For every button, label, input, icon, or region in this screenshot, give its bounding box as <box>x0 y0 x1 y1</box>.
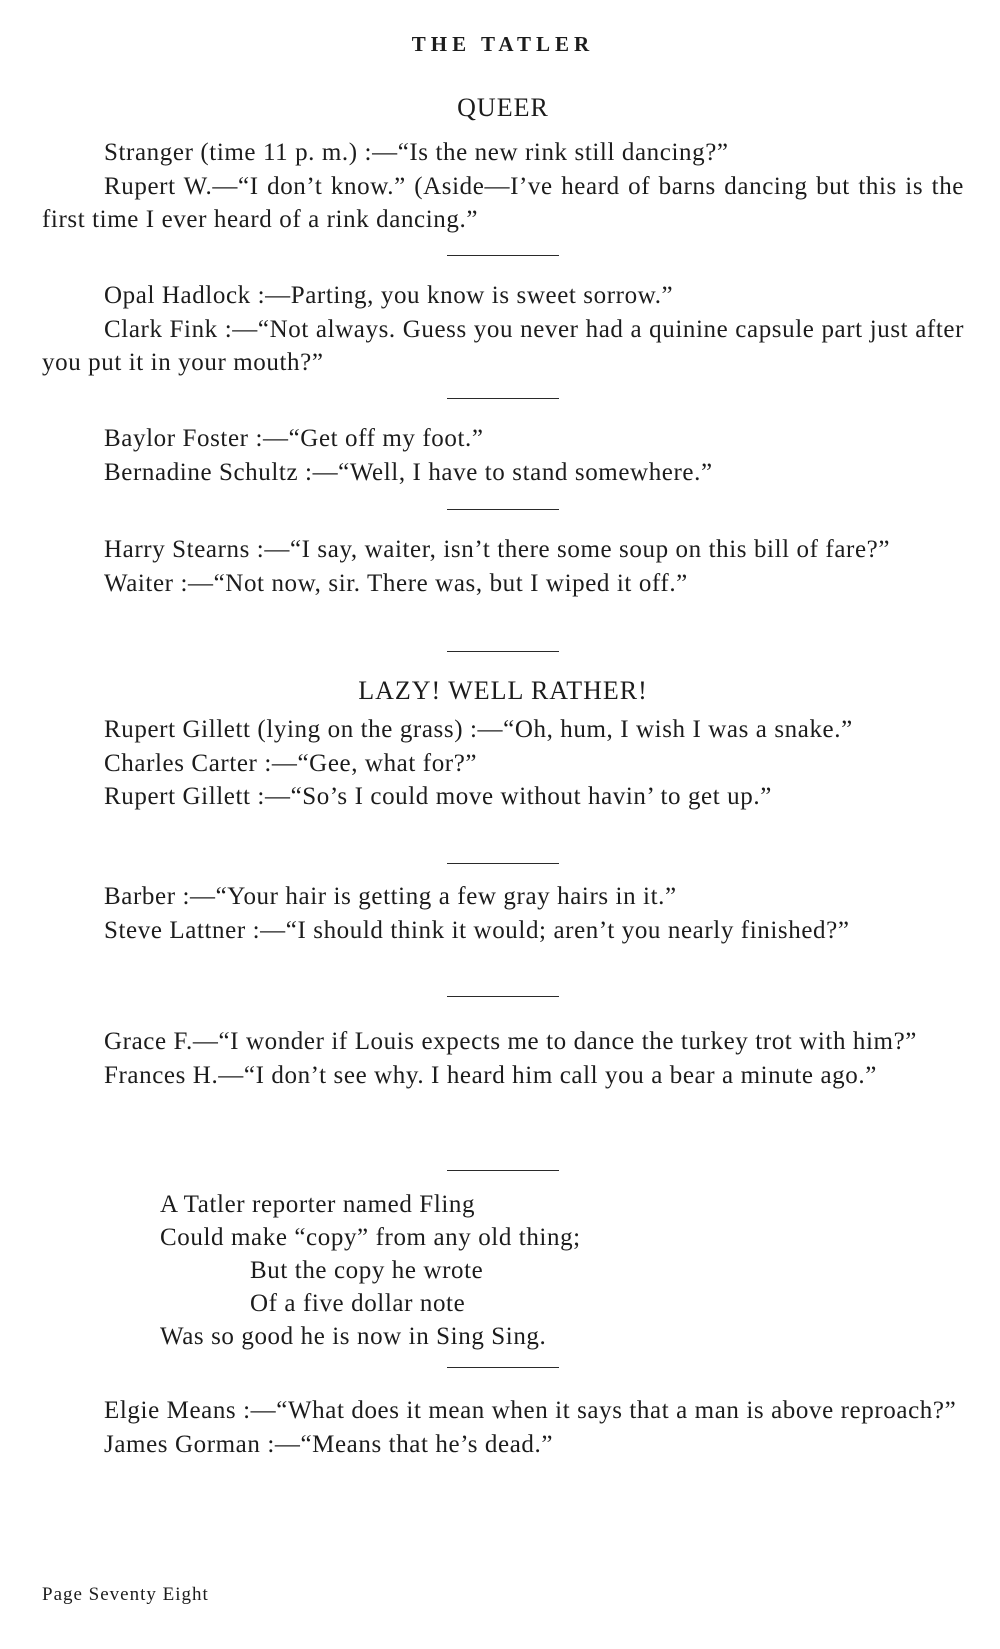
joke-line: Frances H.—“I don’t see why. I heard him call you a bear a minute ago.” <box>104 1061 877 1089</box>
section-divider <box>447 255 559 256</box>
limerick-line: Was so good he is now in Sing Sing. <box>160 1323 547 1350</box>
section-divider <box>447 996 559 997</box>
limerick <box>42 1188 964 1353</box>
section-heading-queer: QUEER <box>457 93 549 122</box>
section-divider <box>447 1367 559 1368</box>
running-header: THE TATLER <box>411 32 595 56</box>
joke-line: Bernadine Schultz :—“Well, I have to stand somewhere.” <box>104 458 713 486</box>
joke-turkey-trot <box>42 1025 964 1092</box>
joke-line: Elgie Means :—“What does it mean when it says that a man is above reproach?” <box>104 1397 957 1424</box>
joke-line: Charles Carter :—“Gee, what for?” <box>104 749 478 777</box>
section-divider <box>447 1170 559 1171</box>
joke-line: James Gorman :—“Means that he’s dead.” <box>104 1430 554 1458</box>
section-divider <box>447 398 559 399</box>
joke-line: Harry Stearns :—“I say, waiter, isn’t there some soup on this bill of fare?” <box>104 536 891 563</box>
joke-snake <box>42 713 964 814</box>
joke-line: Grace F.—“I wonder if Louis expects me to dance the turkey trot with him?” <box>104 1028 917 1055</box>
joke-line: Rupert W.—“I don’t know.” (Aside—I’ve heard of barns dancing but this is the first time I ever heard of a rink dancing.” <box>42 172 964 233</box>
joke-line: Barber :—“Your hair is getting a few gray hairs in it.” <box>104 883 677 910</box>
section-heading-lazy: LAZY! WELL RATHER! <box>358 676 648 705</box>
joke-line: Waiter :—“Not now, sir. There was, but I wiped it off.” <box>104 569 688 597</box>
joke-line: Stranger (time 11 p. m.) :—“Is the new rink still dancing?” <box>104 139 729 166</box>
joke-line: Baylor Foster :—“Get off my foot.” <box>104 425 484 452</box>
joke-line: Clark Fink :—“Not always. Guess you never had a quinine capsule part just after you put it in your mouth?” <box>42 315 964 376</box>
section-divider <box>447 509 559 510</box>
limerick-line: Of a five dollar note <box>250 1290 466 1317</box>
page-number: Page Seventy Eight <box>42 1584 209 1605</box>
joke-line: Steve Lattner :—“I should think it would; aren’t you nearly finished?” <box>104 916 850 944</box>
joke-quinine <box>42 279 964 380</box>
section-divider <box>447 863 559 864</box>
joke-line: Rupert Gillett (lying on the grass) :—“Oh, hum, I wish I was a snake.” <box>104 716 853 743</box>
section-lazy <box>42 675 964 707</box>
joke-barber <box>42 880 964 947</box>
joke-reproach <box>42 1394 964 1461</box>
page <box>42 0 964 1649</box>
section-queer <box>42 92 964 124</box>
joke-foot <box>42 422 964 489</box>
limerick-line: But the copy he wrote <box>250 1257 484 1284</box>
limerick-line: Could make “copy” from any old thing; <box>160 1224 581 1251</box>
joke-rink <box>42 136 964 237</box>
limerick-line: A Tatler reporter named Fling <box>160 1191 476 1218</box>
joke-line: Rupert Gillett :—“So’s I could move without havin’ to get up.” <box>104 783 772 810</box>
section-divider <box>447 651 559 652</box>
joke-line: Opal Hadlock :—Parting, you know is sweet sorrow.” <box>104 282 674 309</box>
joke-soup <box>42 533 964 600</box>
